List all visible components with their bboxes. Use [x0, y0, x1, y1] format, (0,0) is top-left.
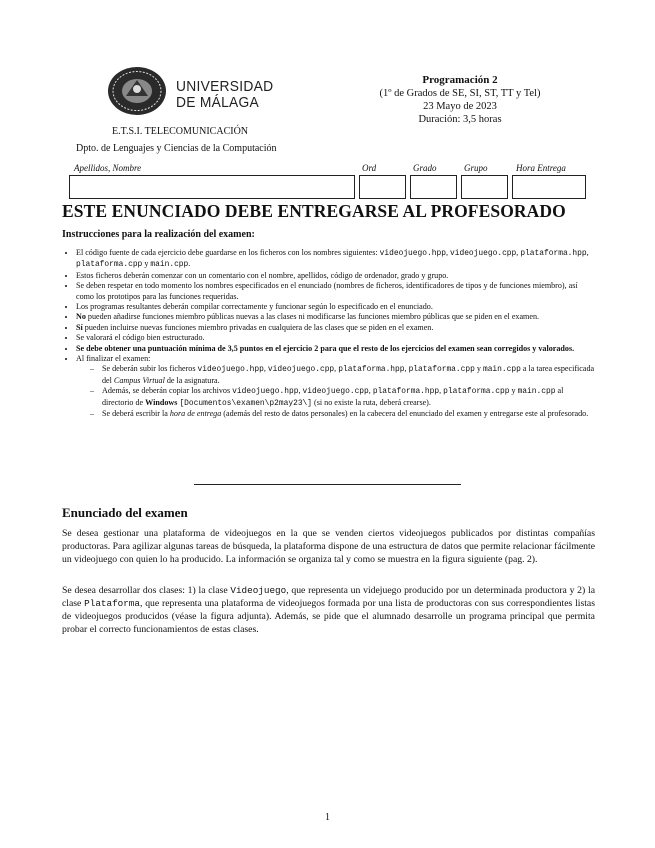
- filename: videojuego.hpp: [197, 365, 264, 375]
- list-item: [76, 281, 596, 302]
- campus-virtual-text: Campus Virtual: [113, 375, 165, 385]
- grupo-label: Grupo: [464, 163, 488, 173]
- exam-date: 23 Mayo de 2023: [423, 101, 497, 112]
- filename: videojuego.hpp: [232, 387, 299, 397]
- course-info: [360, 74, 560, 126]
- filename: videojuego.cpp: [449, 249, 517, 258]
- section-divider: [194, 484, 461, 485]
- list-item: [76, 302, 596, 312]
- separator: ,: [516, 248, 521, 257]
- separator: ,: [368, 386, 373, 396]
- instructions-list: [62, 248, 596, 420]
- item-text: (si no existe la ruta, deberá crearse).: [312, 397, 431, 407]
- ord-field[interactable]: [359, 175, 406, 199]
- separator: y: [474, 364, 483, 374]
- grado-field[interactable]: [410, 175, 457, 199]
- university-seal-icon: [106, 66, 168, 116]
- grupo-field[interactable]: [461, 175, 508, 199]
- item-text: Se deberán subir los ficheros: [102, 364, 198, 374]
- separator: ,: [404, 364, 409, 374]
- filename: main.cpp: [482, 365, 521, 375]
- filename: videojuego.hpp: [379, 249, 446, 258]
- filename: plataforma.hpp: [338, 365, 405, 375]
- filename: videojuego.cpp: [302, 387, 369, 397]
- hora-entrega-text: hora de entrega: [169, 409, 222, 419]
- item-text: pueden incluirse nuevas funciones miembro privadas en cualquiera de las clases que se piden en el examen.: [82, 322, 434, 332]
- ord-label: Ord: [362, 163, 377, 173]
- filename: plataforma.cpp: [408, 365, 475, 375]
- course-title: Programación 2: [422, 74, 498, 86]
- list-item: [76, 333, 596, 343]
- item-text: Se valorará el código bien estructurado.: [76, 333, 205, 343]
- separator: ,: [334, 364, 339, 374]
- school-name: E.T.S.I. TELECOMUNICACIÓN: [112, 126, 249, 137]
- item-text: Estos ficheros deberán comenzar con un comentario con el nombre, apellidos, código de ordenador, grado y grupo.: [76, 270, 449, 280]
- sub-list-item: [102, 386, 596, 409]
- separator: .: [188, 259, 191, 269]
- filename: plataforma.hpp: [520, 249, 587, 258]
- paragraph-text: , que representa una plataforma de videojuegos formada por una lista de productoras con sus correspondientes listas de videojuegos producidos (véase la figura adjunta). Además, se pide que el alumnado desarrolle un programa principal que permita probar el correcto funcionamientos de estas clases.: [62, 598, 595, 635]
- item-text: Se deberá escribir la: [102, 409, 170, 419]
- separator: y: [509, 386, 518, 396]
- filename: main.cpp: [150, 260, 189, 270]
- list-item: [76, 344, 596, 354]
- hora-entrega-field[interactable]: [512, 175, 586, 199]
- department-name: Dpto. de Lenguajes y Ciencias de la Computación: [76, 143, 277, 154]
- university-name-line2: DE MÁLAGA: [176, 94, 260, 111]
- paragraph-text: , que representa un videjuego producido por un determinada productora y 2) la clase: [62, 585, 595, 609]
- item-text: Los programas resultantes deberán compilar correctamente y funcionar según lo especificado en el enunciado.: [76, 302, 433, 312]
- list-item: [76, 312, 596, 322]
- filename: videojuego.cpp: [267, 365, 335, 375]
- separator: ,: [298, 386, 303, 396]
- item-bold: No: [76, 312, 86, 322]
- filename: plataforma.cpp: [76, 260, 143, 270]
- hora-entrega-label: Hora Entrega: [516, 163, 566, 173]
- item-text: pueden añadirse funciones miembro públicas nuevas a las clases ni modificarse las funciones miembro públicas que se piden en el examen.: [85, 312, 540, 322]
- filename: plataforma.hpp: [372, 387, 440, 397]
- separator: ,: [439, 386, 444, 396]
- name-field[interactable]: [69, 175, 355, 199]
- item-text: Se deben respetar en todo momento los nombres especificados en el enunciado (nombres de ficheros, identificadores de tipos y de funciones miembro), así como los prototipos para las funciones requeridas.: [76, 281, 578, 301]
- instructions-title: Instrucciones para la realización del examen:: [62, 229, 255, 240]
- list-item: [76, 248, 596, 271]
- item-text: de la asignatura.: [164, 375, 220, 385]
- sub-list: [76, 364, 596, 419]
- item-text: Al finalizar el examen:: [76, 354, 151, 364]
- sub-list-item: [102, 364, 596, 386]
- item-bold: Sí: [76, 322, 83, 332]
- separator: y: [142, 259, 151, 269]
- filename: main.cpp: [517, 387, 556, 397]
- grado-label: Grado: [413, 163, 437, 173]
- filename: plataforma.cpp: [443, 387, 510, 397]
- class-name-videojuego: Videojuego: [230, 585, 287, 596]
- list-item: [76, 354, 596, 419]
- directory-path: [Documentos\examen\p2may23\]: [179, 398, 313, 408]
- windows-text: Windows: [145, 397, 178, 407]
- paragraph-text: Se desea desarrollar dos clases: 1) la clase: [62, 585, 231, 596]
- separator: ,: [263, 364, 268, 374]
- statement-title: Enunciado del examen: [62, 505, 188, 520]
- name-label: Apellidos, Nombre: [74, 163, 142, 173]
- main-heading: ESTE ENUNCIADO DEBE ENTREGARSE AL PROFESORADO: [62, 201, 566, 221]
- exam-duration: Duración: 3,5 horas: [418, 114, 502, 125]
- item-text: (además del resto de datos personales) en la cabecera del enunciado del examen y entregarse este al profesorado.: [221, 409, 589, 419]
- statement-paragraph-2: [62, 584, 595, 636]
- separator: ,: [445, 248, 450, 257]
- item-text: al directorio de: [102, 386, 564, 407]
- item-text: a la tarea especificada del: [102, 364, 595, 385]
- university-name-line1: UNIVERSIDAD: [176, 78, 274, 95]
- sub-list-item: [102, 409, 596, 419]
- list-item: [76, 323, 596, 333]
- class-name-plataforma: Plataforma: [84, 598, 140, 609]
- course-degrees: (1º de Grados de SE, SI, ST, TT y Tel): [379, 88, 541, 99]
- separator: ,: [586, 248, 589, 257]
- item-bold: Se debe obtener una puntuación mínima de 3,5 puntos en el ejercicio 2 para que el resto de los ejercicios del examen sean corregidos y valorados.: [76, 343, 575, 353]
- item-text: Además, se deberán copiar los archivos: [102, 386, 233, 396]
- item-text: El código fuente de cada ejercicio debe guardarse en los ficheros con los nombres siguientes:: [76, 248, 380, 257]
- list-item: [76, 271, 596, 281]
- page-number: 1: [325, 812, 330, 823]
- statement-paragraph-1: Se desea gestionar una plataforma de videojuegos en la que se venden ciertos videojuegos publicados por distintas compañías productoras. Para agilizar algunas tareas de búsqueda, la plataforma dispone de una estructura de datos que permite relacionar fácilmente un videojuego con quien lo ha producido. La información se organiza tal y como se muestra en la figura siguiente (pag. 2).: [62, 528, 595, 565]
